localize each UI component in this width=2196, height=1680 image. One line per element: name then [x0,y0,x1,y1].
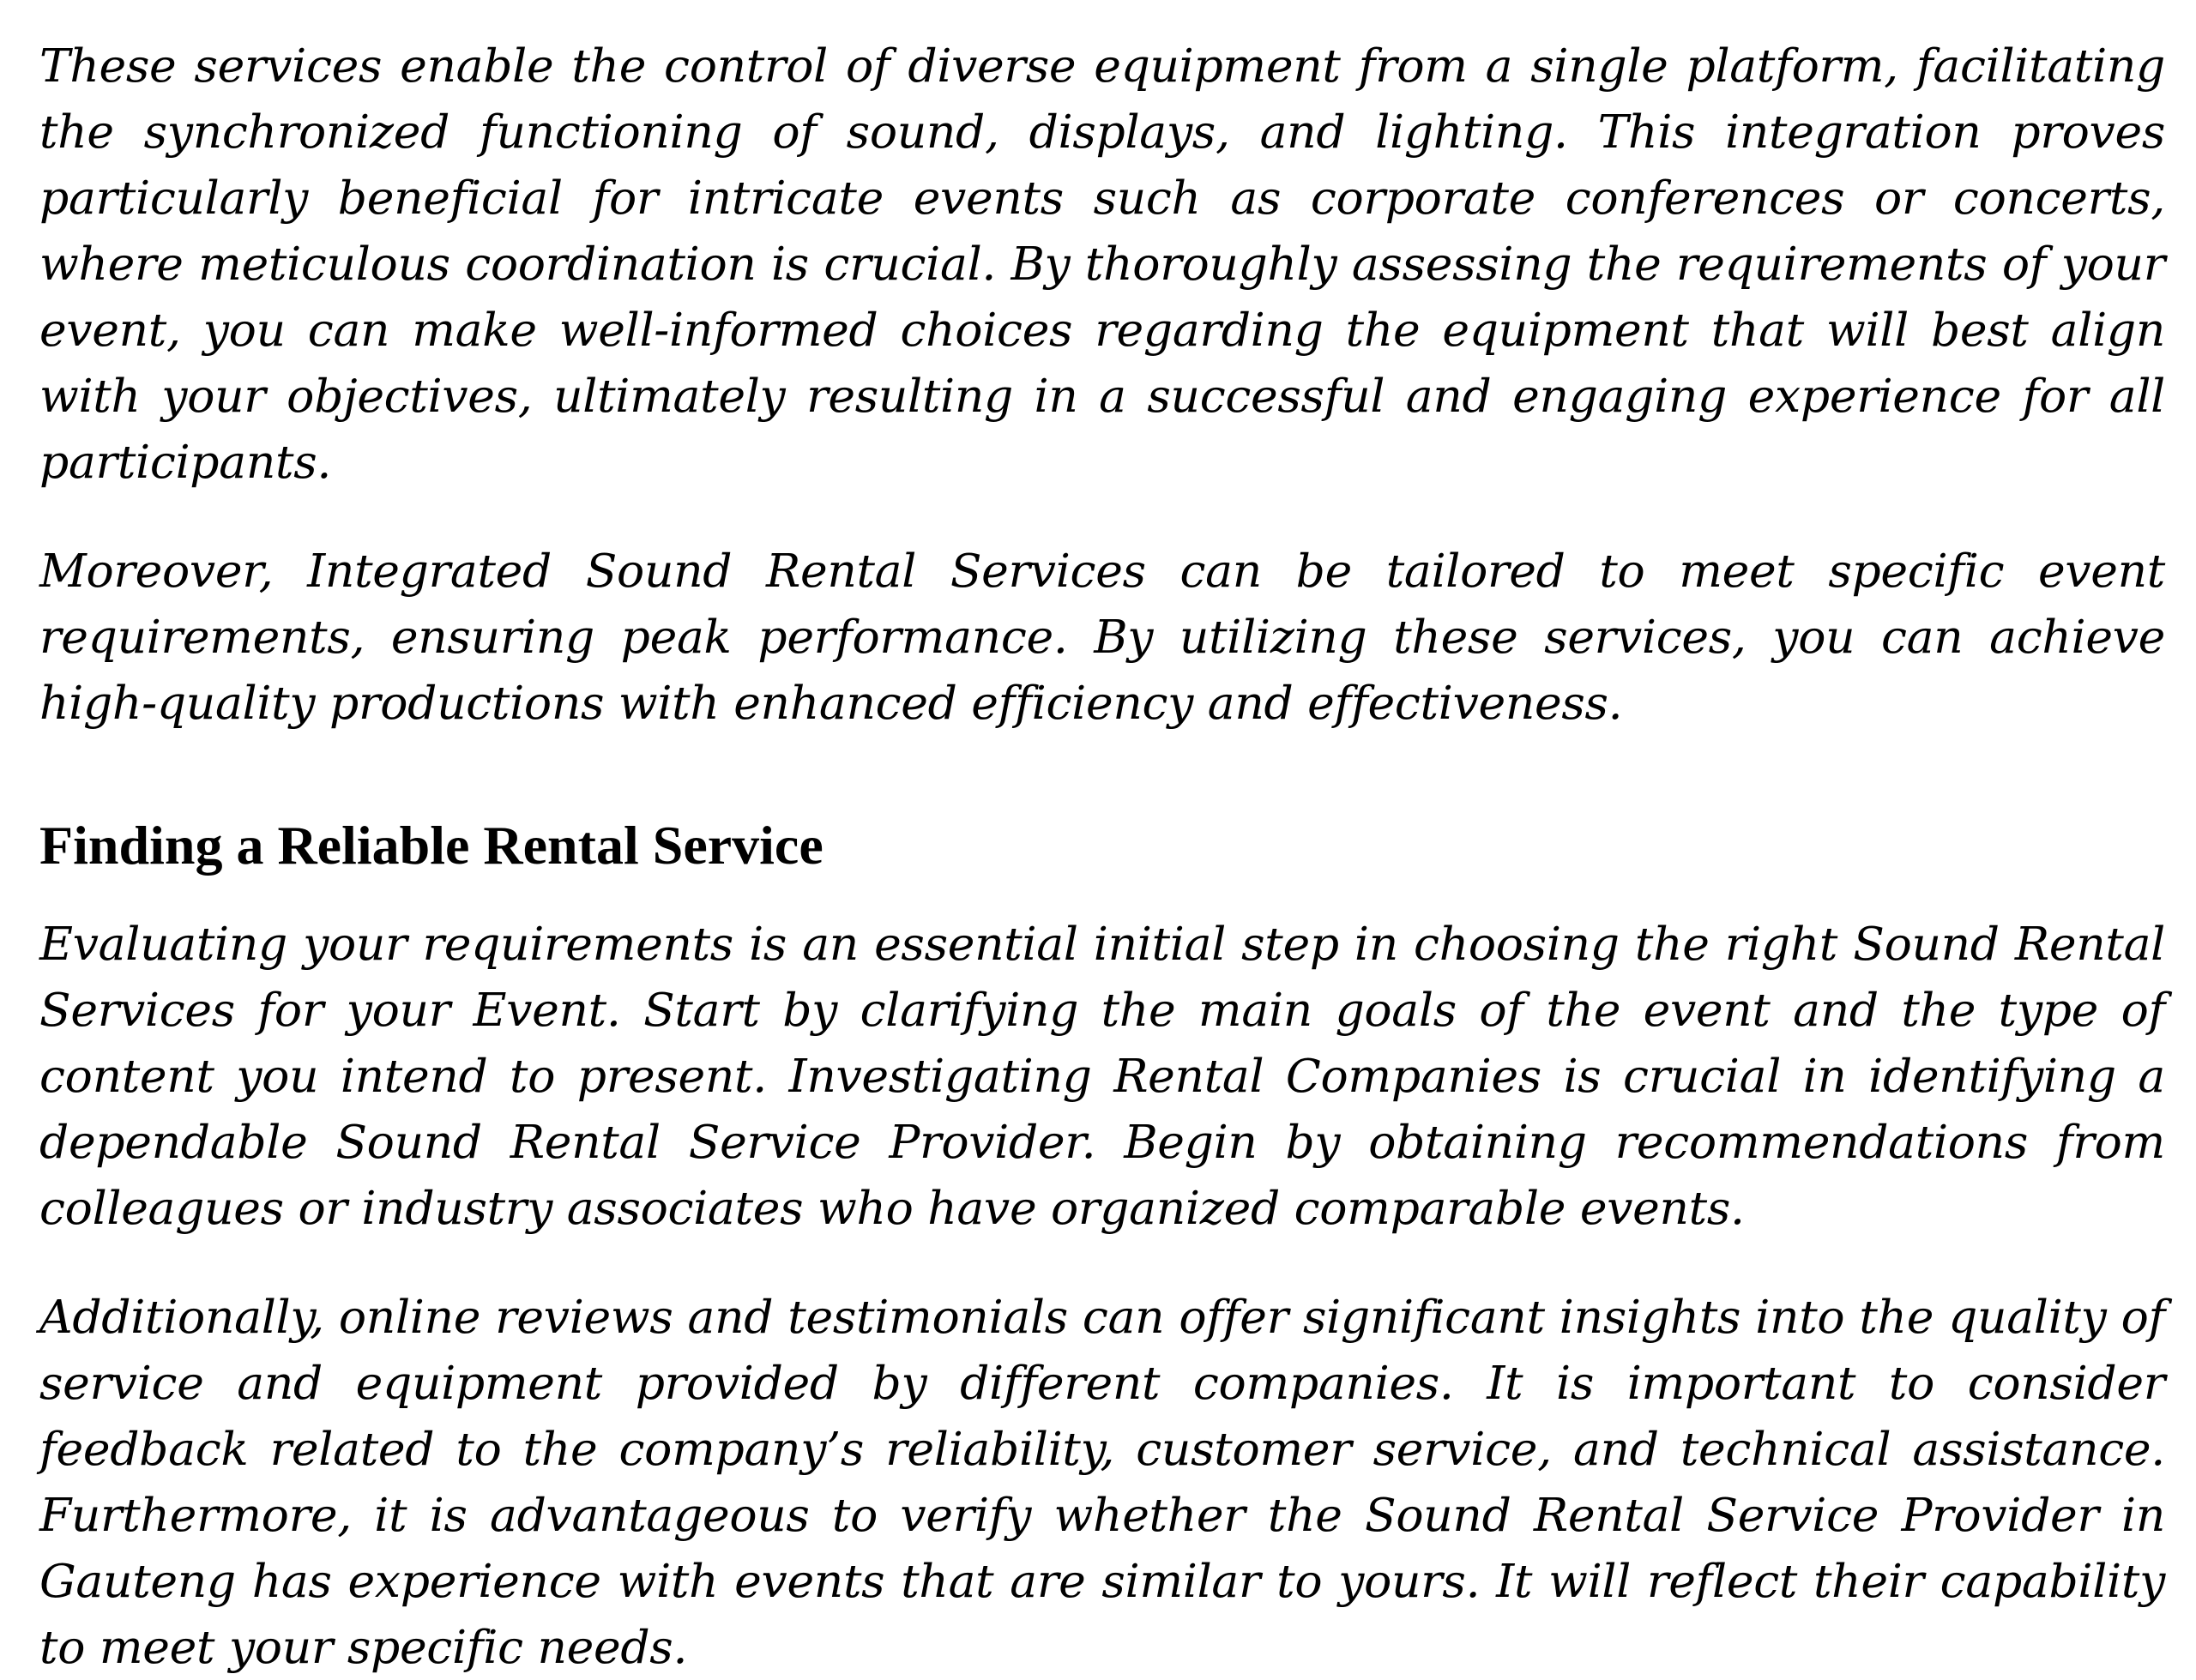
paragraph-tailored-services: Moreover, Integrated Sound Rental Services can be tailored to meet specific event requirements, ensuring peak performance. By utilizing these services, you can achieve high-quality productions with enhanced efficiency and effectiveness. [39,544,2165,730]
paragraph-evaluating-requirements: Evaluating your requirements is an essential initial step in choosing the right Sound Rental Services for your Event. Start by clarifying the main goals of the event and the type of content you intend to present. Investigating Rental Companies is crucial in identifying a dependable Sound Rental Service Provider. Begin by obtaining recommendations from colleagues or industry associates who have organized comparable events. [39,917,2165,1235]
paragraph-services-integration: These services enable the control of diverse equipment from a single platform, facilitating the synchronized functioning of sound, displays, and lighting. This integration proves particularly beneficial for intricate events such as corporate conferences or concerts, where meticulous coordination is crucial. By thoroughly assessing the requirements of your event, you can make well-informed choices regarding the equipment that will best align with your objectives, ultimately resulting in a successful and engaging experience for all participants. [39,39,2165,489]
section-heading: Finding a Reliable Rental Service [39,815,824,876]
document-page [39,33,2165,1680]
paragraph-online-reviews: Additionally, online reviews and testimonials can offer significant insights into the quality of service and equipment provided by different companies. It is important to consider feedback related to the company’s reliability, customer service, and technical assistance. Furthermore, it is advantageous to verify whether the Sound Rental Service Provider in Gauteng has experience with events that are similar to yours. It will reflect their capability to meet your specific needs. [39,1290,2165,1674]
